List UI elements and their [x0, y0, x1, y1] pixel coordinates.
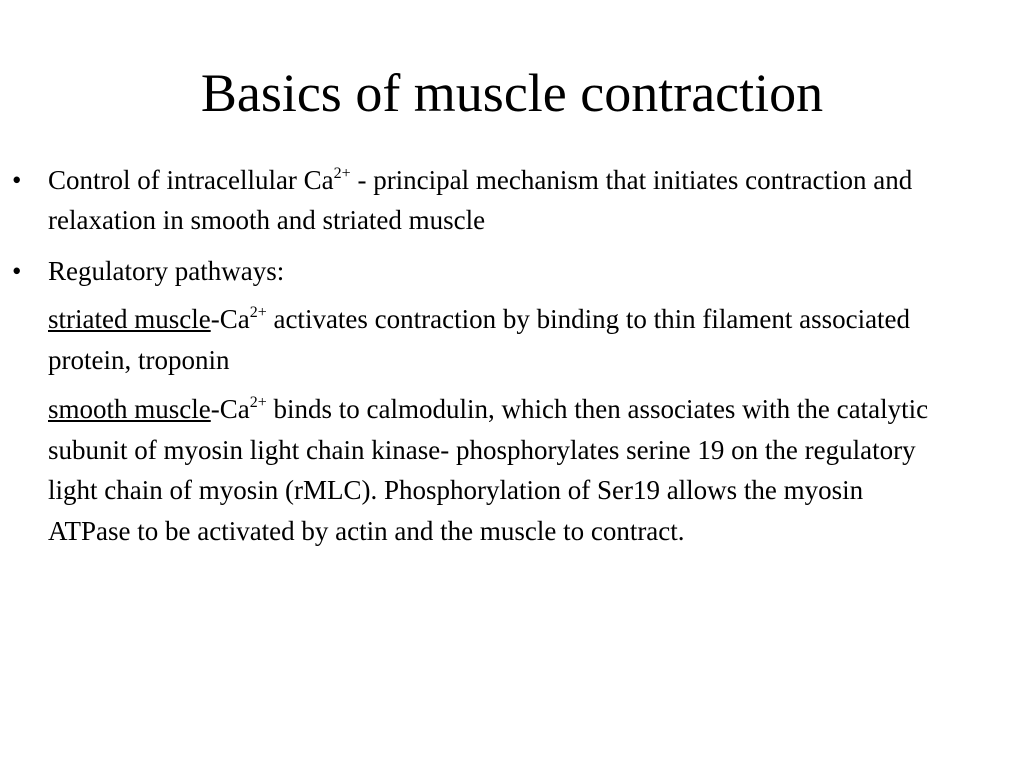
sub-paragraph-smooth: [0, 389, 1024, 551]
superscript-charge: 2+: [333, 165, 351, 182]
bullet-item: [0, 251, 1024, 291]
bullet-text-start: Control of intracellular Ca: [48, 165, 334, 195]
sub-paragraph-striated: [0, 299, 1024, 380]
superscript-charge: 2+: [249, 304, 267, 321]
bullet-mark: •: [12, 256, 22, 286]
superscript-charge: 2+: [249, 394, 267, 411]
paragraph-text-end: activates contraction by binding to thin filament associated protein, troponin: [48, 304, 911, 375]
slide-body: [0, 160, 1024, 551]
bullet-mark: •: [12, 165, 22, 195]
bullet-item: [0, 160, 1024, 240]
paragraph-text-end: binds to calmodulin, which then associates with the catalytic subunit of myosin light chain kinase- phosphorylates serine 19 on the regulatory light chain of myosin (rMLC). Phosphorylation of Ser19 allows the myosin ATPase to be activated by actin and the muscle to contract.: [48, 394, 929, 546]
underlined-term: smooth muscle: [48, 394, 211, 424]
underlined-term: striated muscle: [48, 304, 211, 334]
paragraph-text-start: -Ca: [210, 394, 250, 424]
slide-title: Basics of muscle contraction: [200, 63, 824, 123]
paragraph-text-start: -Ca: [210, 304, 250, 334]
bullet-text-end: - principal mechanism that initiates contraction and relaxation in smooth and striated muscle: [48, 165, 913, 235]
bullet-text: Regulatory pathways:: [48, 256, 285, 286]
